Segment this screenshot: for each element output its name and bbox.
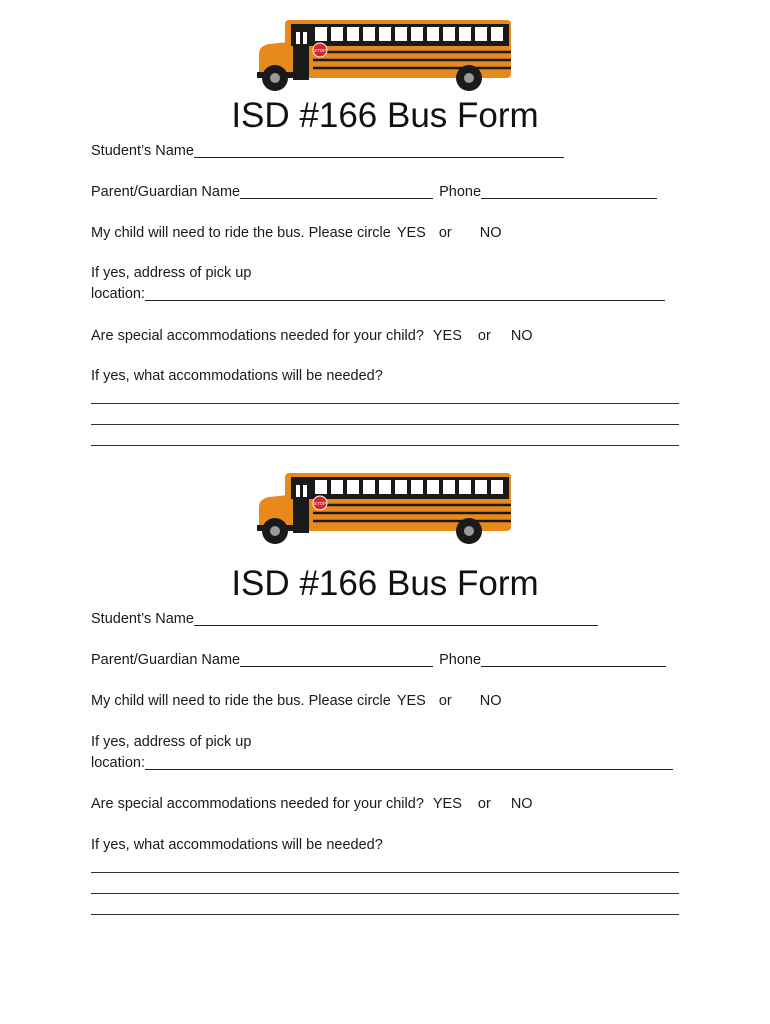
accommodations-line-1[interactable] — [91, 403, 679, 404]
ride-question-row — [91, 224, 501, 242]
accommodations-row — [91, 327, 533, 345]
accommodations-line-2[interactable] — [91, 424, 679, 425]
accommodations-yes-option[interactable]: YES — [432, 796, 462, 812]
page-title: ISD #166 Bus Form — [231, 564, 539, 603]
student-name-row — [91, 142, 564, 160]
accommodations-followup: If yes, what accommodations will be needed? — [91, 368, 383, 384]
ride-yes-option[interactable]: YES — [396, 693, 426, 709]
accommodations-line-3[interactable] — [91, 914, 679, 915]
ride-or: or — [438, 693, 452, 709]
parent-row — [91, 183, 657, 201]
accommodations-line-2[interactable] — [91, 893, 679, 894]
phone-field[interactable] — [481, 652, 666, 667]
student-name-field[interactable] — [194, 611, 598, 626]
parent-row — [91, 651, 666, 669]
student-name-label: Student’s Name — [91, 611, 194, 627]
ride-question-row — [91, 692, 501, 710]
accommodations-no-option[interactable]: NO — [510, 796, 533, 812]
address-label-line1: If yes, address of pick up — [91, 265, 252, 281]
ride-question: My child will need to ride the bus. Please circle — [91, 225, 391, 241]
stop-sign-text: STOP — [313, 48, 327, 53]
page-title: ISD #166 Bus Form — [231, 96, 539, 135]
student-name-label: Student’s Name — [91, 143, 194, 159]
parent-name-label: Parent/Guardian Name — [91, 184, 241, 200]
ride-no-option[interactable]: NO — [479, 693, 502, 709]
accommodations-row — [91, 795, 533, 813]
parent-name-field[interactable] — [240, 652, 433, 667]
accommodations-line-3[interactable] — [91, 445, 679, 446]
phone-field[interactable] — [481, 184, 657, 199]
parent-name-field[interactable] — [240, 184, 433, 199]
ride-or: or — [438, 225, 452, 241]
ride-question: My child will need to ride the bus. Please circle — [91, 693, 391, 709]
accommodations-no-option[interactable]: NO — [510, 328, 533, 344]
accommodations-or: or — [477, 328, 491, 344]
accommodations-or: or — [477, 796, 491, 812]
school-bus-icon — [255, 469, 515, 549]
address-field[interactable] — [145, 755, 673, 770]
ride-yes-option[interactable]: YES — [396, 225, 426, 241]
accommodations-question: Are special accommodations needed for your child? — [91, 796, 424, 812]
phone-label: Phone — [439, 652, 482, 668]
stop-sign-text: STOP — [313, 501, 327, 506]
parent-name-label: Parent/Guardian Name — [91, 652, 241, 668]
student-name-row — [91, 610, 598, 628]
accommodations-question: Are special accommodations needed for your child? — [91, 328, 424, 344]
ride-no-option[interactable]: NO — [479, 225, 502, 241]
address-label-line2: location: — [91, 755, 146, 771]
accommodations-yes-option[interactable]: YES — [432, 328, 462, 344]
student-name-field[interactable] — [194, 143, 564, 158]
accommodations-followup: If yes, what accommodations will be needed? — [91, 837, 383, 853]
address-label-line2: location: — [91, 286, 146, 302]
school-bus-icon — [255, 16, 515, 96]
address-row — [91, 285, 665, 303]
address-row — [91, 754, 673, 772]
address-field[interactable] — [145, 286, 665, 301]
phone-label: Phone — [439, 184, 482, 200]
address-label-line1: If yes, address of pick up — [91, 734, 252, 750]
accommodations-line-1[interactable] — [91, 872, 679, 873]
